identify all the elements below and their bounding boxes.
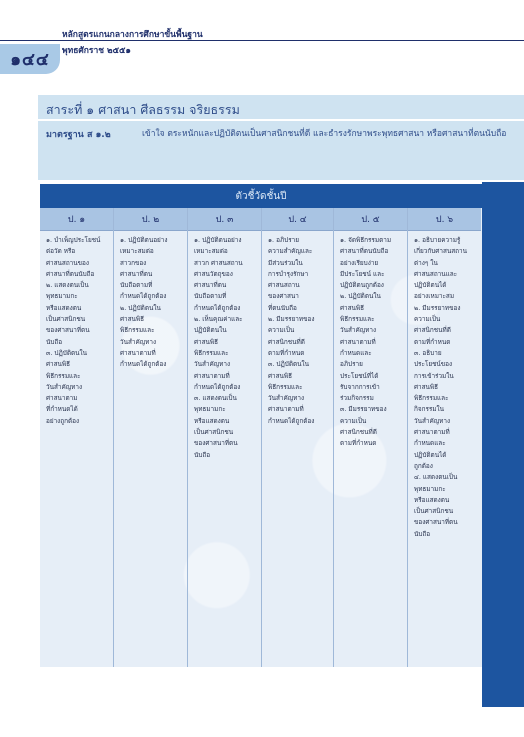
indicator-line: การเข้าร่วมใน <box>414 371 454 380</box>
strand-divider <box>38 119 524 121</box>
indicator-line: พิธีกรรมและ <box>194 348 229 357</box>
indicator-line: ศาสนพิธี <box>340 303 365 312</box>
page-number: ๑๔๔ <box>0 44 60 74</box>
standard-text: เข้าใจ ตระหนักและปฏิบัติตนเป็นศาสนิกชนที่ดี และธำรงรักษาพระพุทธศาสนา หรือศาสนาที่ตนนับถือ <box>142 129 507 139</box>
indicator-line: วันสำคัญทาง <box>414 416 451 425</box>
indicator-line: มีประโยชน์ และ <box>340 269 385 278</box>
indicator-line: อย่างเหมาะสม <box>414 292 455 301</box>
indicator-line: พุทธมามกะ <box>414 484 446 493</box>
indicator-line: ๑. ปฏิบัติตนอย่าง <box>194 236 242 244</box>
grade-column-header: ป. ๕ <box>334 208 407 231</box>
indicator-line: ตามที่กำหนด <box>340 439 377 448</box>
indicator-line: ๔. แสดงตนเป็น <box>414 473 458 482</box>
indicator-line: ๒. ปฏิบัติตนใน <box>340 292 381 301</box>
indicator-line: ศาสนสถานของ <box>46 258 89 267</box>
indicator-line: นับถือตามที่ <box>120 281 153 290</box>
grade-column-header: ป. ๓ <box>188 208 261 231</box>
indicator-line: วันสำคัญทาง <box>268 394 305 403</box>
indicator-line: ๓. อธิบาย <box>414 348 442 357</box>
indicator-line: ๓. ปฏิบัติตนใน <box>268 360 309 369</box>
indicator-line: เป็นศาสนิกชน <box>194 428 234 437</box>
indicator-line: ของศาสนาที่ตน <box>194 439 238 448</box>
indicator-line: ศาสนิกชนที่ดี <box>414 326 451 335</box>
grade-column <box>40 208 114 667</box>
indicator-line: ประโยชน์ของ <box>414 360 453 369</box>
curriculum-year: พุทธศักราช ๒๕๕๑ <box>62 46 131 56</box>
indicator-line: ๑. ปฏิบัติตนอย่าง <box>120 236 168 244</box>
grade-column-header: ป. ๑ <box>40 208 113 231</box>
indicator-line: หรือแสดงตน <box>194 416 230 425</box>
indicator-line: กำหนดได้ถูกต้อง <box>194 382 241 391</box>
indicator-line: ศาสนสถาน <box>268 281 300 290</box>
indicator-line: กำหนดและ <box>340 348 372 357</box>
indicator-line: ศาสนิกชนที่ดี <box>268 337 305 346</box>
indicator-line: ศาสนพิธี <box>120 315 145 324</box>
indicator-line: ต่อวัด หรือ <box>46 247 76 256</box>
standard-label: มาตรฐาน ส ๑.๒ <box>46 130 111 140</box>
indicator-line: กิจกรรมใน <box>414 405 445 414</box>
indicator-line: ที่กำหนดได้ <box>46 405 78 414</box>
indicator-line: ตามที่กำหนด <box>414 337 451 346</box>
grade-column <box>408 208 481 667</box>
indicator-line: ๑. จัดพิธีกรรมตาม <box>340 236 392 244</box>
indicator-line: ศาสนาตามที่ <box>194 371 230 380</box>
indicator-line: ศาสนาตามที่ <box>120 348 156 357</box>
indicator-line: ๑. บำเพ็ญประโยชน์ <box>46 236 101 244</box>
indicator-line: ๓. ปฏิบัติตนใน <box>46 348 87 357</box>
indicator-line: ถูกต้อง <box>414 461 433 470</box>
indicator-line: วันสำคัญทาง <box>120 337 157 346</box>
indicator-line: พิธีกรรมและ <box>414 394 449 403</box>
indicator-line: นับถือ <box>194 450 211 459</box>
indicator-line: ๓. แสดงตนเป็น <box>194 394 237 403</box>
indicator-line: ปฏิบัติตนได้ <box>414 450 447 459</box>
indicator-line: เป็นศาสนิกชน <box>414 507 454 516</box>
indicator-line: นับถือตามที่ <box>194 292 227 301</box>
indicator-line: กำหนดและ <box>414 439 446 448</box>
indicator-line: ๒. มีมรรยาทของ <box>268 315 315 324</box>
side-band <box>482 182 524 707</box>
indicator-line: ศาสนาตามที่ <box>414 428 450 437</box>
grade-column <box>114 208 188 667</box>
indicator-list <box>334 231 407 450</box>
indicator-line: ศาสนสถานและ <box>414 269 458 278</box>
indicator-line: ปฏิบัติตนถูกต้อง <box>340 281 384 290</box>
grade-column <box>188 208 262 667</box>
indicator-line: ศาสนพิธี <box>414 382 439 391</box>
indicator-line: เป็นศาสนิกชน <box>46 315 86 324</box>
indicator-line: ศาสนิกชนที่ดี <box>340 428 377 437</box>
header-rule <box>0 40 524 41</box>
indicator-line: กำหนดได้ถูกต้อง <box>120 292 167 301</box>
indicator-line: ร่วมกิจกรรม <box>340 394 374 403</box>
indicator-line: ศาสนาตามที่ <box>340 337 376 346</box>
indicator-list <box>262 231 333 427</box>
indicator-line: กำหนดได้ถูกต้อง <box>268 416 315 425</box>
indicator-line: เหมาะสมต่อ <box>194 247 228 256</box>
indicator-line: ศาสนพิธี <box>268 371 293 380</box>
indicator-line: ๓. มีมรรยาทของ <box>340 405 387 414</box>
indicator-line: การบำรุงรักษา <box>268 269 309 278</box>
indicator-line: ศาสนพิธี <box>46 360 71 369</box>
indicator-line: ตามที่กำหนด <box>268 348 305 357</box>
indicator-line: ๒. เห็นคุณค่าและ <box>194 315 243 324</box>
indicator-line: กำหนดได้ถูกต้อง <box>194 303 241 312</box>
indicator-line: พุทธมามกะ <box>46 292 78 301</box>
indicator-line: สาวก ศาสนสถาน <box>194 258 243 267</box>
indicator-line: ศาสนาที่ตนนับถือ <box>46 269 95 278</box>
indicator-line: อย่างเรียบง่าย <box>340 258 379 267</box>
indicator-line: ศาสนาที่ตนนับถือ <box>340 247 389 256</box>
indicator-line: ของศาสนาที่ตน <box>414 518 458 527</box>
grade-column-header: ป. ๖ <box>408 208 481 231</box>
indicator-line: ศาสนาตาม <box>46 394 78 403</box>
indicator-line: นับถือ <box>46 337 63 346</box>
indicator-line: ศาสนวัตถุของ <box>194 269 233 278</box>
indicator-line: พิธีกรรมและ <box>268 382 303 391</box>
indicator-list <box>188 231 261 461</box>
indicator-line: ปฏิบัติตนได้ <box>414 281 447 290</box>
indicator-line: วันสำคัญทาง <box>340 326 377 335</box>
indicator-line: ประโยชน์ที่ได้ <box>340 371 379 380</box>
indicator-line: ต่างๆ ใน <box>414 258 438 267</box>
grade-column <box>334 208 408 667</box>
grade-column-header: ป. ๔ <box>262 208 333 231</box>
indicator-line: ความสำคัญและ <box>268 247 313 256</box>
indicator-list <box>40 231 113 427</box>
grade-column-header: ป. ๒ <box>114 208 187 231</box>
indicator-line: ศาสนาที่ตน <box>120 269 153 278</box>
grade-column <box>262 208 334 667</box>
indicator-line: ๑. อภิปราย <box>268 236 299 244</box>
indicator-line: ๒. ปฏิบัติตนใน <box>120 303 161 312</box>
indicator-line: ความเป็น <box>414 315 441 324</box>
indicator-line: วันสำคัญทาง <box>194 360 231 369</box>
indicator-line: กำหนดได้ถูกต้อง <box>120 360 167 369</box>
indicator-line: พิธีกรรมและ <box>340 315 375 324</box>
indicator-line: ของศาสนาที่ตน <box>46 326 90 335</box>
indicator-line: ๑. อธิบายความรู้ <box>414 236 461 244</box>
indicator-list <box>114 231 187 371</box>
indicator-line: มีส่วนร่วมใน <box>268 258 303 267</box>
indicator-line: หรือแสดงตน <box>414 495 450 504</box>
indicator-line: ของศาสนา <box>268 292 299 301</box>
indicator-list <box>408 231 481 540</box>
indicator-line: ๒. แสดงตนเป็น <box>46 281 89 290</box>
indicator-line: ความเป็น <box>340 416 367 425</box>
indicator-line: เกี่ยวกับศาสนสถาน <box>414 247 467 256</box>
page-footer <box>0 707 524 737</box>
indicator-line: ศาสนพิธี <box>194 337 219 346</box>
indicator-line: พิธีกรรมและ <box>46 371 81 380</box>
indicator-line: นับถือ <box>414 529 431 538</box>
indicator-line: อภิปราย <box>340 360 363 369</box>
indicator-line: สาวกของ <box>120 258 147 267</box>
indicator-line: อย่างถูกต้อง <box>46 416 80 425</box>
indicator-line: รับจากการเข้า <box>340 382 380 391</box>
indicator-line: วันสำคัญทาง <box>46 382 83 391</box>
indicator-line: ๒. มีมรรยาทของ <box>414 303 461 312</box>
indicator-table <box>40 208 482 667</box>
indicator-line: พุทธมามกะ <box>194 405 226 414</box>
strand-box <box>38 95 524 180</box>
indicator-line: ความเป็น <box>268 326 295 335</box>
indicator-line: ปฏิบัติตนใน <box>194 326 227 335</box>
indicator-line: ศาสนาที่ตน <box>194 281 227 290</box>
curriculum-title: หลักสูตรแกนกลางการศึกษาขั้นพื้นฐาน <box>62 30 203 40</box>
indicator-line: ที่ตนนับถือ <box>268 303 297 312</box>
indicator-line: พิธีกรรมและ <box>120 326 155 335</box>
indicator-table-header: ตัวชี้วัดชั้นปี <box>40 184 482 208</box>
indicator-line: ศาสนาตามที่ <box>268 405 304 414</box>
indicator-line: เหมาะสมต่อ <box>120 247 154 256</box>
indicator-line: หรือแสดงตน <box>46 303 82 312</box>
strand-title: สาระที่ ๑ ศาสนา ศีลธรรม จริยธรรม <box>46 102 240 117</box>
